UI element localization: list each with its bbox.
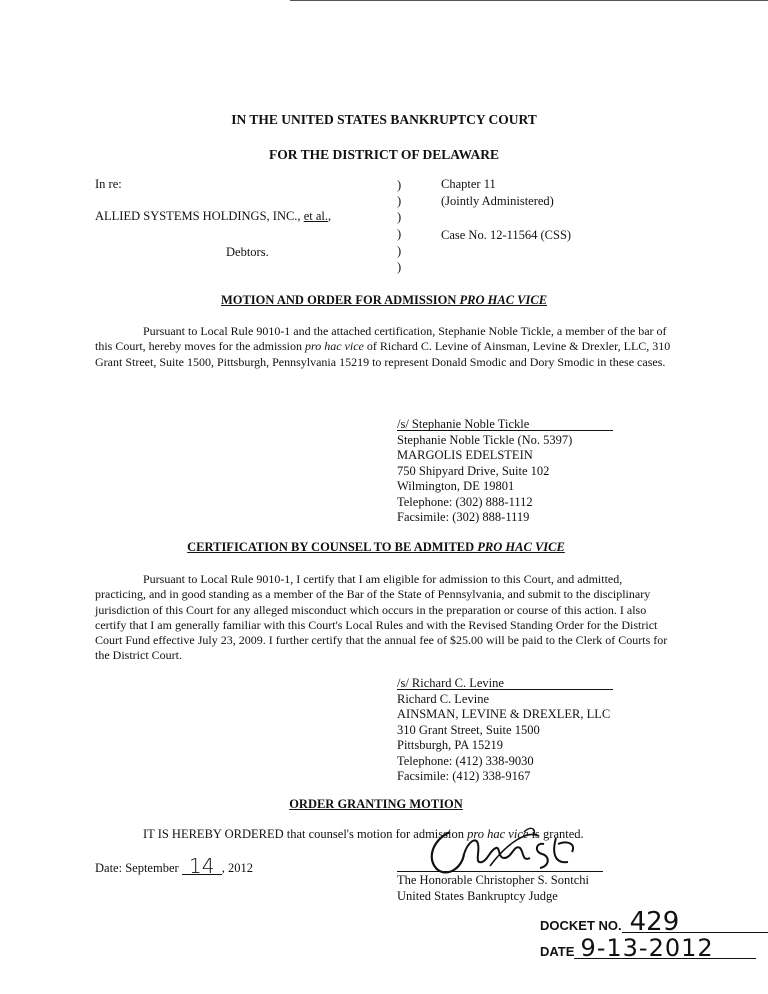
- judge-name: The Honorable Christopher S. Sontchi: [397, 873, 589, 887]
- paren: ): [397, 244, 402, 258]
- signature-levine: /s/ Richard C. Levine: [397, 676, 504, 690]
- case-number: Case No. 12-11564 (CSS): [441, 228, 572, 242]
- certification-title-italic: PRO HAC VICE: [477, 540, 565, 554]
- sig-line: 750 Shipyard Drive, Suite 102: [397, 463, 550, 478]
- order-title: ORDER GRANTING MOTION: [289, 797, 463, 811]
- debtors-label: Debtors.: [226, 245, 269, 259]
- sig-line: Facsimile: (412) 338-9167: [397, 769, 531, 783]
- docket-date-label: DATE: [540, 944, 575, 959]
- paren: ): [397, 260, 402, 274]
- docket-date-value: 9-13-2012: [574, 938, 756, 959]
- judge-signature-line: [397, 871, 603, 872]
- chapter-label: Chapter 11: [441, 177, 496, 191]
- judge-title: United States Bankruptcy Judge: [397, 889, 558, 903]
- docket-date-stamp: [540, 934, 756, 962]
- debtor-suffix: ,: [327, 209, 332, 223]
- order-text-b: is granted.: [528, 827, 584, 841]
- sig-line: Pittsburgh, PA 15219: [397, 738, 503, 752]
- signature-block-levine: [397, 676, 610, 785]
- court-title: IN THE UNITED STATES BANKRUPTCY COURT: [231, 112, 537, 127]
- certification-body: Pursuant to Local Rule 9010-1, I certify that I am eligible for admission to this Court, and admitted, practicing, and in good standing as a member of the Bar of the State of Pennsylvania, and submit to the disciplinary jurisdiction of this Court for any alleged misconduct which occurs in the preparation or course of this action. I also certify that I am generally familiar with this Court's Local Rules and with the Revised Standing Order for the District Court Fund effective July 23, 2009. I further certify that the annual fee of $25.00 will be paid to the Clerk of Courts for the District Court.: [95, 572, 668, 663]
- certification-title-text: CERTIFICATION BY COUNSEL TO BE ADMITED: [187, 540, 478, 554]
- date-year: , 2012: [221, 861, 254, 875]
- paren: ): [397, 210, 402, 224]
- debtor-name-text: ALLIED SYSTEMS HOLDINGS, INC.,: [95, 209, 304, 223]
- motion-title-italic: PRO HAC VICE: [459, 293, 548, 307]
- motion-title: [0, 293, 768, 308]
- motion-body: [95, 324, 673, 370]
- motion-title-text: MOTION AND ORDER FOR ADMISSION: [220, 293, 460, 307]
- order-text-italic: pro hac vice: [467, 827, 529, 841]
- jointly-administered: (Jointly Administered): [441, 194, 554, 208]
- sig-line: Richard C. Levine: [397, 691, 489, 706]
- sig-line: MARGOLIS EDELSTEIN: [397, 448, 533, 462]
- signature-block-tickle: [397, 417, 572, 526]
- signature-underline-tickle: [397, 430, 613, 431]
- sig-line: Stephanie Noble Tickle (No. 5397): [397, 432, 573, 447]
- signature-underline-levine: [397, 689, 613, 690]
- date-day: 14: [182, 858, 222, 875]
- motion-body-a: Pursuant to Local Rule 9010-1 and the attached certification, Stephanie Noble Tickle, a member of the bar of this Court, hereby moves for the admission: [95, 324, 667, 354]
- sig-line: Telephone: (302) 888-1112: [397, 494, 533, 509]
- sig-line: Facsimile: (302) 888-1119: [397, 510, 530, 524]
- docket-number-stamp: [540, 907, 768, 937]
- motion-body-b: of Richard C. Levine of Ainsman, Levine & Drexler, LLC, 310 Grant Street, Suite 1500, Pittsburgh, Pennsylvania 15219 to represent Donald Smodic and Dory Smodic in these cases.: [95, 339, 671, 369]
- sig-line: Wilmington, DE 19801: [397, 479, 515, 493]
- paren: ): [397, 178, 402, 192]
- court-district: FOR THE DISTRICT OF DELAWARE: [268, 147, 500, 162]
- sig-line: 310 Grant Street, Suite 1500: [397, 722, 540, 737]
- sig-line: AINSMAN, LEVINE & DREXLER, LLC: [397, 707, 611, 721]
- order-text-a: IT IS HEREBY ORDERED that counsel's motion for admission: [143, 827, 468, 841]
- debtor-name: [95, 209, 331, 224]
- paren: ): [397, 194, 402, 208]
- top-scan-line: [290, 0, 768, 1]
- order-date: [95, 854, 254, 878]
- docket-no-label: DOCKET NO.: [540, 918, 622, 933]
- date-label: Date: September: [95, 861, 182, 875]
- sig-line: Telephone: (412) 338-9030: [397, 753, 534, 768]
- et-al: et al.: [303, 209, 328, 223]
- motion-body-italic: pro hac vice: [304, 339, 364, 354]
- docket-no-value: 429: [622, 912, 768, 933]
- signature-tickle: /s/ Stephanie Noble Tickle: [397, 417, 530, 431]
- certification-title: [0, 540, 752, 555]
- in-re-label: In re:: [95, 177, 122, 191]
- paren: ): [397, 227, 402, 241]
